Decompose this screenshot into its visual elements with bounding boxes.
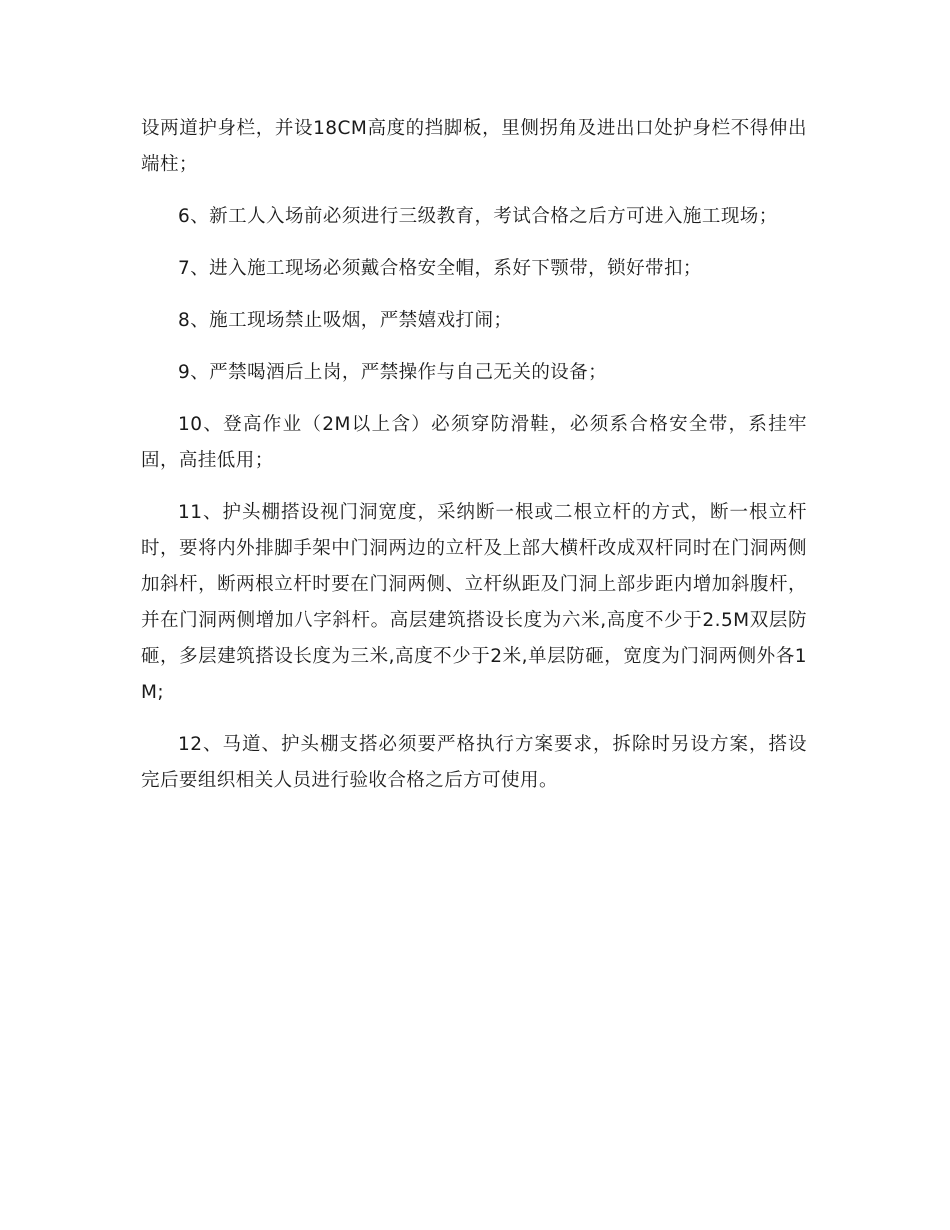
paragraph-item-10: 10、登高作业（2M以上含）必须穿防滑鞋，必须系合格安全带，系挂牢固，高挂低用； — [141, 414, 807, 471]
document-body — [141, 111, 807, 799]
paragraph-continuation: 设两道护身栏，并设18CM高度的挡脚板，里侧拐角及进出口处护身栏不得伸出端柱； — [141, 118, 807, 175]
paragraph-item-7: 7、进入施工现场必须戴合格安全帽，系好下颚带，锁好带扣； — [178, 258, 702, 279]
paragraph-item-8: 8、施工现场禁止吸烟，严禁嬉戏打闹； — [178, 310, 513, 331]
paragraph-item-9: 9、严禁喝酒后上岗，严禁操作与自己无关的设备； — [178, 362, 608, 383]
paragraph-item-12: 12、马道、护头棚支搭必须要严格执行方案要求，拆除时另设方案，搭设完后要组织相关人员进行验收合格之后方可使用。 — [141, 734, 807, 791]
paragraph-item-11: 11、护头棚搭设视门洞宽度，采纳断一根或二根立杆的方式，断一根立杆时，要将内外排脚手架中门洞两边的立杆及上部大横杆改成双杆同时在门洞两侧加斜杆，断两根立杆时要在门洞两侧、立杆纵距及门洞上部步距内增加斜腹杆，并在门洞两侧增加八字斜杆。高层建筑搭设长度为六米,高度不少于2.5M双层防砸，多层建筑搭设长度为三米,高度不少于2米,单层防砸，宽度为门洞两侧外各1M; — [141, 502, 807, 703]
paragraph-item-6: 6、新工人入场前必须进行三级教育，考试合格之后方可进入施工现场； — [178, 206, 778, 227]
